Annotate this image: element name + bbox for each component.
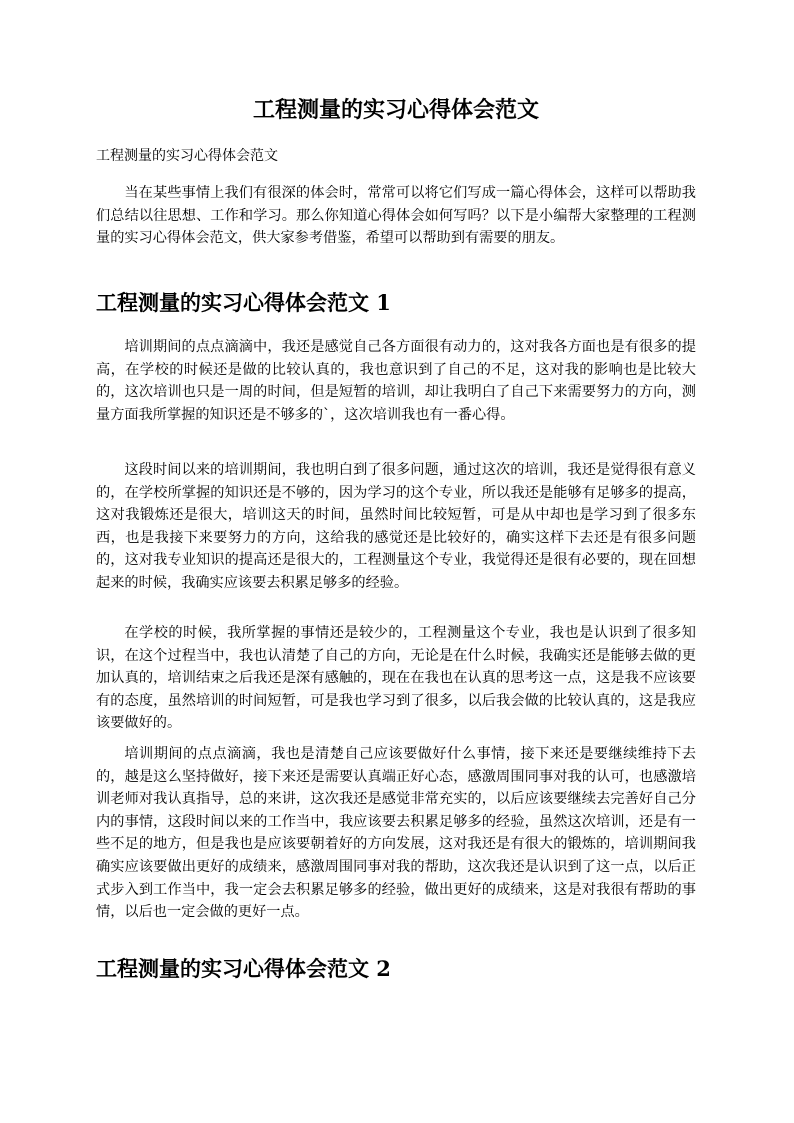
section-2-heading: 工程测量的实习心得体会范文 2: [96, 956, 391, 981]
document-title: 工程测量的实习心得体会范文: [252, 97, 539, 123]
section-1-paragraph-2: 这段时间以来的培训期间，我也明白到了很多问题，通过这次的培训，我还是觉得很有意义的，在学校所掌握的知识还是不够的，因为学习的这个专业，所以我还是能够有足够多的提高，这对我锻炼还是很大，培训这天的时间，虽然时间比较短暂，可是从中却也是学习到了很多东西，也是我接下来要努力的方向，这给我的感觉还是比较好的，确实这样下去还是有很多问题的，这对我专业知识的提高还是很大的，工程测量这个专业，我觉得还是很有必要的，现在回想起来的时候，我确实应该要去积累足够多的经验。: [96, 462, 696, 591]
section-1-heading: 工程测量的实习心得体会范文 1: [96, 290, 391, 315]
intro-paragraph: 当在某些事情上我们有很深的体会时，常常可以将它们写成一篇心得体会，这样可以帮助我们总结以往思想、工作和学习。那么你知道心得体会如何写吗？以下是小编帮大家整理的工程测量的实习心得体会范文，供大家参考借鉴，希望可以帮助到有需要的朋友。: [96, 185, 696, 247]
section-1-paragraph-4: 培训期间的点点滴滴，我也是清楚自己应该要做好什么事情，接下来还是要继续维持下去的，越是这么坚持做好，接下来还是需要认真端正好心态，感激周围同事对我的认可，也感激培训老师对我认真指导，总的来讲，这次我还是感觉非常充实的，以后应该要继续去完善好自己分内的事情，这段时间以来的工作当中，我应该要去积累足够多的经验，虽然这次培训，还是有一些不足的地方，但是我也是应该要朝着好的方向发展，这对我还是有很大的锻炼的，培训期间我确实应该要做出更好的成绩来，感激周围同事对我的帮助，这次我还是认识到了这一点，以后正式步入到工作当中，我一定会去积累足够多的经验，做出更好的成绩来，这是对我很有帮助的事情，以后也一定会做的更好一点。: [96, 746, 696, 921]
section-1-paragraph-3: 在学校的时候，我所掌握的事情还是较少的，工程测量这个专业，我也是认识到了很多知识，在这个过程当中，我也认清楚了自己的方向，无论是在什么时候，我确实还是能够去做的更加认真的，培训结束之后我还是深有感触的，现在在我也在认真的思考这一点，这是我不应该要有的态度，虽然培训的时间短暂，可是我也学习到了很多，以后我会做的比较认真的，这是我应该要做好的。: [96, 625, 696, 732]
section-1-paragraph-1: 培训期间的点点滴滴中，我还是感觉自己各方面很有动力的，这对我各方面也是有很多的提高，在学校的时候还是做的比较认真的，我也意识到了自己的不足，这对我的影响也是比较大的，这次培训也只是一周的时间，但是短暂的培训，却让我明白了自己下来需要努力的方向，测量方面我所掌握的知识还是不够多的`，这次培训我也有一番心得。: [96, 339, 696, 423]
document-subtitle: 工程测量的实习心得体会范文: [96, 148, 278, 164]
